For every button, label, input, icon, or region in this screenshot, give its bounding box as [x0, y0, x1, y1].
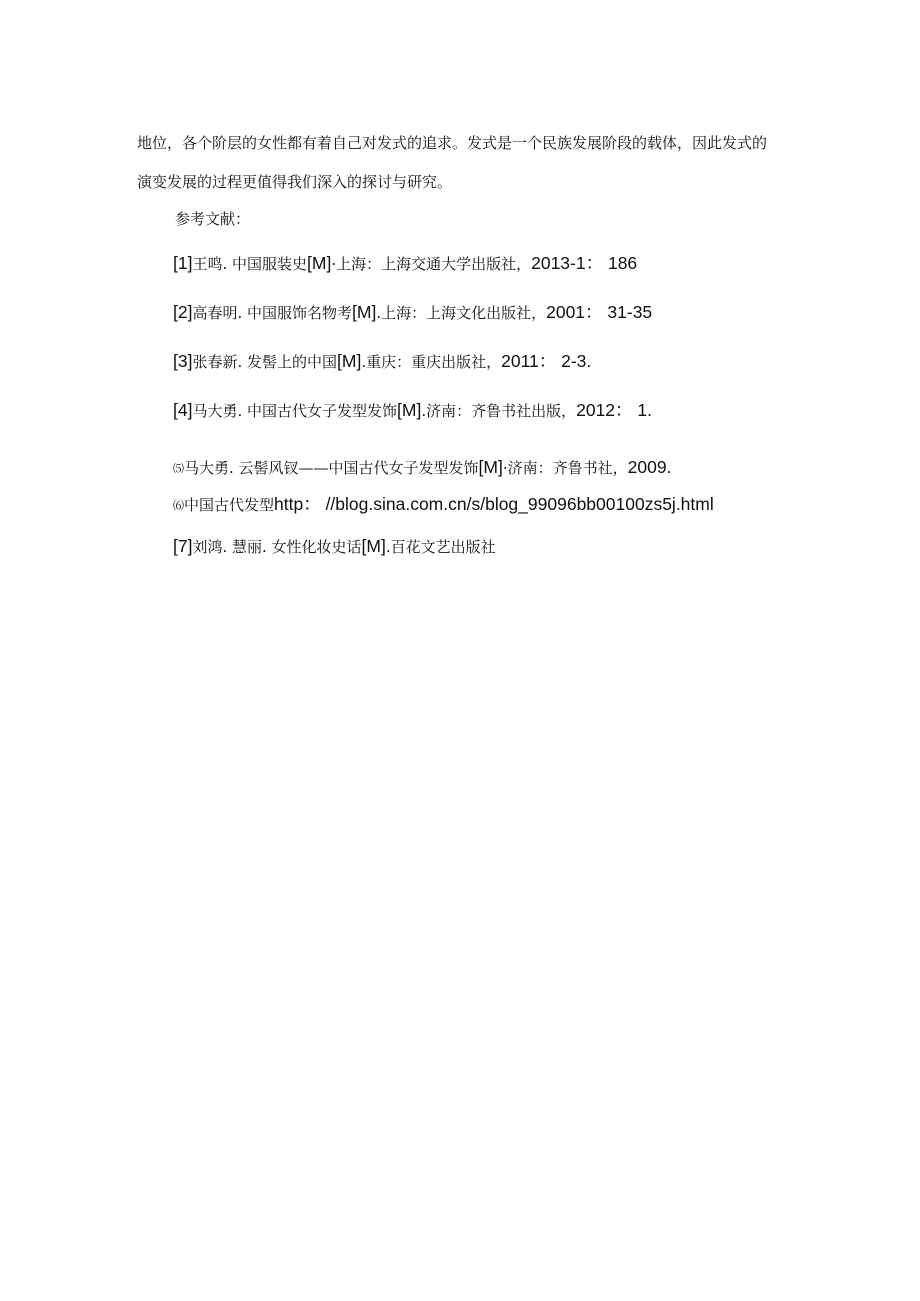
reference-date-pages: 2013-1： 186 [531, 253, 638, 273]
reference-publisher: .百花文艺出版社 [385, 538, 496, 556]
reference-author-title: 高春明. 中国服饰名物考 [192, 304, 353, 322]
references-heading: 参考文献： [175, 210, 251, 228]
reference-item-4 [173, 400, 652, 421]
reference-date-pages: 2012： 1. [576, 400, 652, 420]
reference-item-7 [173, 536, 496, 557]
reference-url: http： //blog.sina.com.cn/s/blog_99096bb00100zs5j.html [274, 494, 714, 514]
reference-marker: [7] [173, 536, 193, 556]
reference-marker: [1] [173, 253, 193, 273]
reference-type: [M] [478, 457, 503, 477]
reference-marker: [2] [173, 302, 193, 322]
reference-author-title: 马大勇. 中国古代女子发型发饰 [192, 402, 398, 420]
reference-type: [M] [361, 536, 386, 556]
reference-marker: [4] [173, 400, 193, 420]
reference-type: [M] [337, 351, 362, 371]
reference-item-5 [173, 457, 671, 479]
reference-marker: [3] [173, 351, 193, 371]
reference-item-3 [173, 351, 591, 372]
reference-type: [M] [397, 400, 422, 420]
reference-date-pages: 2001： 31-35 [546, 302, 653, 322]
reference-marker: ⑸ [173, 462, 184, 475]
reference-publisher: .上海：上海文化出版社， [376, 304, 547, 322]
reference-date-pages: 2009. [627, 457, 672, 477]
reference-marker: ⑹ [173, 499, 184, 512]
body-text-line-2: 演变发展的过程更值得我们深入的探讨与研究。 [137, 173, 453, 191]
reference-author-title: 王鸣. 中国服装史 [192, 255, 308, 273]
reference-type: [M] [352, 302, 377, 322]
reference-publisher: ·上海：上海交通大学出版社， [331, 255, 532, 273]
reference-publisher: .济南：齐鲁书社出版， [421, 402, 577, 420]
reference-publisher: ·济南：齐鲁书社， [502, 459, 628, 477]
reference-item-6 [173, 494, 714, 516]
reference-publisher: .重庆：重庆出版社， [361, 353, 502, 371]
reference-author-title: 马大勇. 云髻风钗——中国古代女子发型发饰 [184, 459, 479, 477]
reference-author-title: 张春新. 发髻上的中国 [192, 353, 338, 371]
body-text-line-1: 地位，各个阶层的女性都有着自己对发式的追求。发式是一个民族发展阶段的载体，因此发式的 [137, 134, 768, 152]
reference-date-pages: 2011： 2-3. [501, 351, 592, 371]
reference-item-2 [173, 302, 652, 323]
reference-author-title: 刘鸿. 慧丽. 女性化妆史话 [192, 538, 362, 556]
reference-type: [M] [307, 253, 332, 273]
reference-author-title: 中国古代发型 [184, 496, 275, 514]
reference-item-1 [173, 253, 637, 274]
